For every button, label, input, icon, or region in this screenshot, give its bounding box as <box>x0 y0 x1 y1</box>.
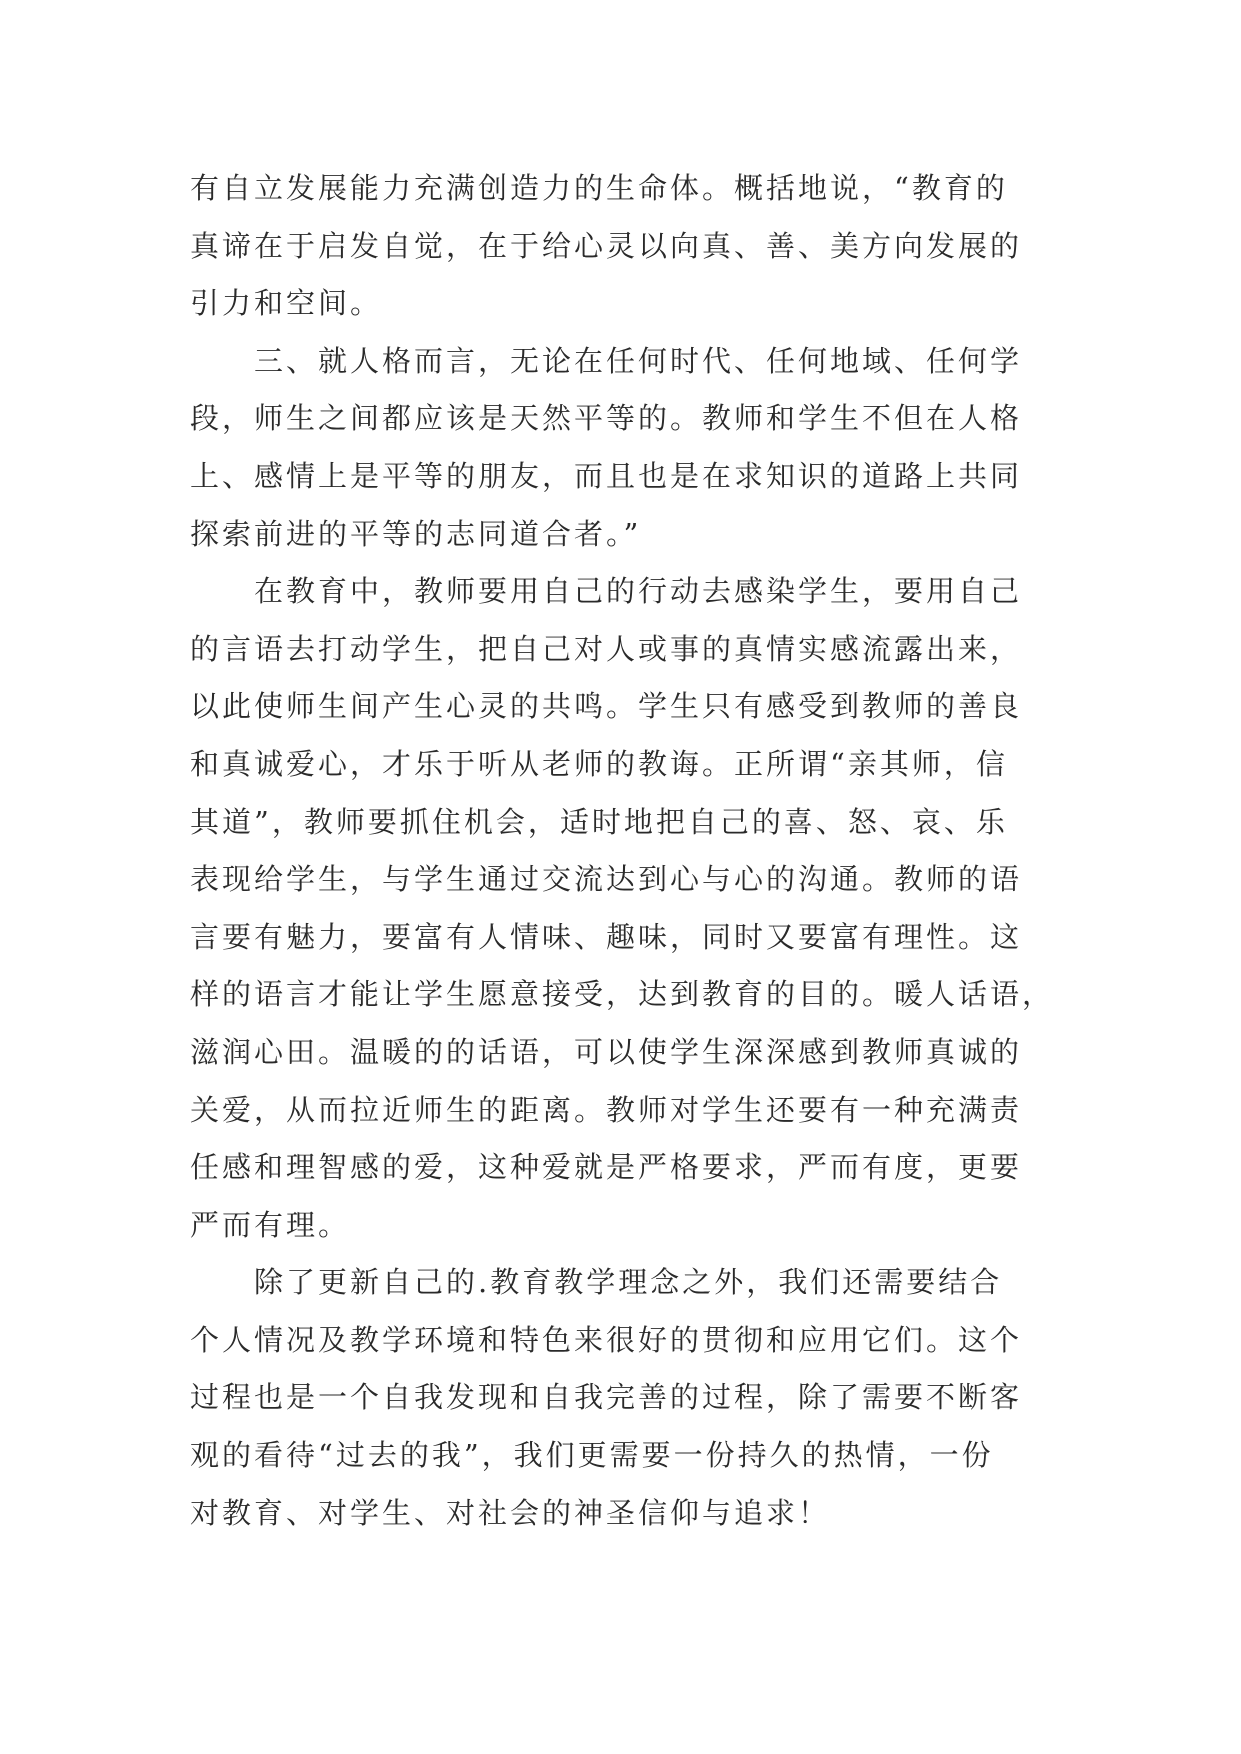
text-line: 表现给学生，与学生通过交流达到心与心的沟通。教师的语 <box>190 862 1023 897</box>
text-line: 三、就人格而言，无论在任何时代、任何地域、任何学 <box>254 343 1023 378</box>
text-line: 关爱，从而拉近师生的距离。教师对学生还要有一种充满责 <box>190 1092 1023 1127</box>
document-body <box>190 160 1060 1542</box>
text-line: 在教育中，教师要用自己的行动去感染学生，要用自己 <box>254 574 1023 609</box>
text-line: 严而有理。 <box>190 1207 351 1242</box>
text-line: 的言语去打动学生，把自己对人或事的真情实感流露出来， <box>190 631 1023 666</box>
text-line: 上、感情上是平等的朋友，而且也是在求知识的道路上共同 <box>190 458 1023 493</box>
text-line: 真谛在于启发自觉，在于给心灵以向真、善、美方向发展的 <box>190 228 1023 263</box>
text-line: 观的看待“过去的我”，我们更需要一份持久的热情，一份 <box>190 1438 994 1473</box>
text-line: 引力和空间。 <box>190 286 383 321</box>
text-line: 除了更新自己的.教育教学理念之外，我们还需要结合 <box>254 1265 1003 1300</box>
text-line: 过程也是一个自我发现和自我完善的过程，除了需要不断客 <box>190 1380 1023 1415</box>
text-line: 探索前进的平等的志同道合者。” <box>190 516 642 551</box>
text-line: 滋润心田。温暖的的话语，可以使学生深深感到教师真诚的 <box>190 1034 1023 1069</box>
text-line: 对教育、对学生、对社会的神圣信仰与追求！ <box>190 1495 831 1530</box>
text-line: 段，师生之间都应该是天然平等的。教师和学生不但在人格 <box>190 401 1023 436</box>
text-line: 和真诚爱心，才乐于听从老师的教诲。正所谓“亲其师，信 <box>190 746 1008 781</box>
text-line: 有自立发展能力充满创造力的生命体。概括地说，“教育的 <box>190 171 1008 205</box>
text-line: 个人情况及教学环境和特色来很好的贯彻和应用它们。这个 <box>190 1322 1023 1357</box>
text-line: 言要有魅力，要富有人情味、趣味，同时又要富有理性。这 <box>190 919 1023 954</box>
text-line: 样的语言才能让学生愿意接受，达到教育的目的。暖人话语， <box>190 977 1055 1012</box>
text-line: 任感和理智感的爱，这种爱就是严格要求，严而有度，更要 <box>190 1150 1023 1185</box>
text-line: 以此使师生间产生心灵的共鸣。学生只有感受到教师的善良 <box>190 689 1023 724</box>
text-line: 其道”，教师要抓住机会，适时地把自己的喜、怒、哀、乐 <box>190 804 1008 839</box>
